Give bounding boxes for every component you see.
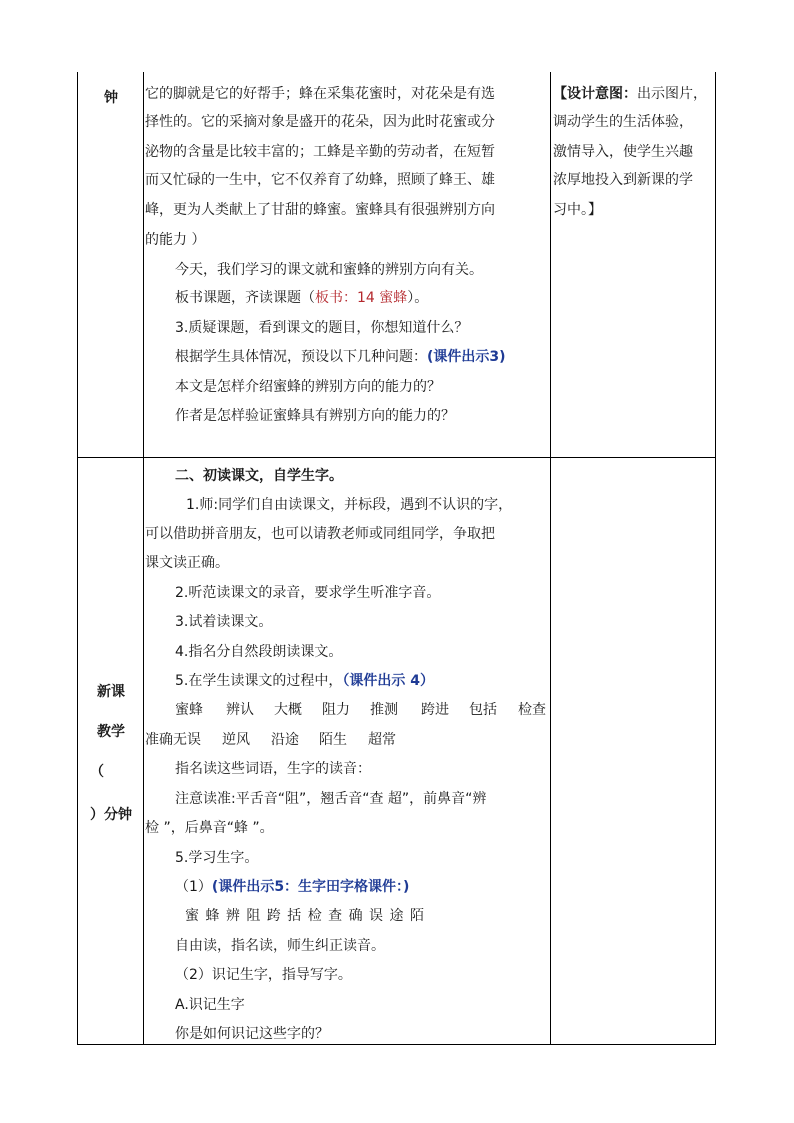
sub-step-2: （2）识记生字，指导写字。 (175, 967, 352, 983)
sub-step-1 (175, 877, 409, 897)
content-line: 它的脚就是它的好帮手；蜂在采集花蜜时，对花朵是有选 (145, 86, 495, 102)
board-title-line (175, 288, 428, 308)
step-2: 2.听范读课文的录音，要求学生听准字音。 (175, 585, 441, 601)
vocab-word: 沿途 (271, 732, 299, 748)
step-4: 4.指名分自然段朗读课文。 (175, 644, 343, 660)
vocab-word: 大概 (274, 702, 302, 718)
design-colon: ： (623, 86, 637, 102)
preset-prefix: 根据学生具体情况，预设以下几种问题： (175, 349, 427, 365)
board-title-red: 板书：14 蜜蜂 (315, 290, 408, 306)
design-text: 出示图片， (637, 86, 707, 102)
courseware-5-label: (课件出示5：生字田字格课件：) (211, 879, 410, 895)
preset-question-b: 作者是怎样验证蜜蜂具有辨别方向的能力的？ (175, 408, 455, 424)
section-heading: 二、初读课文，自学生字。 (175, 468, 343, 484)
step-1b: 可以借助拼音朋友，也可以请教老师或同组同学，争取把 (145, 526, 495, 542)
vocab-word: 阻力 (322, 702, 350, 718)
design-line: 激情导入，使学生兴趣 (553, 144, 693, 160)
design-heading: 【设计意图 (553, 86, 623, 102)
table-col-divider-1 (143, 72, 144, 1045)
step-3: 3.试着读课文。 (175, 614, 273, 630)
pronunciation-note-a: 注意读准:平舌音“阻”，翘舌音“查 超”，前鼻音“辨 (175, 791, 487, 807)
sub-step-a-label: A.识记生字 (175, 997, 245, 1013)
step-5 (175, 671, 434, 691)
step-1a: 1.师:同学们自由读课文，并标段，遇到不认识的字， (186, 497, 513, 513)
table-row-divider (77, 457, 716, 458)
table-right-border (715, 72, 716, 1045)
courseware-3-label: (课件出示3) (427, 349, 506, 365)
vocab-word: 准确无误 (145, 732, 201, 748)
vocab-word: 逆风 (222, 732, 250, 748)
question-line: 3.质疑课题，看到课文的题目，你想知道什么？ (175, 320, 469, 336)
design-line: 习中。】 (553, 202, 602, 218)
content-line: 而又忙碌的一生中，它不仅养育了幼蜂，照顾了蜂王、雄 (145, 172, 495, 188)
new-lesson-label-b: 教学 (97, 724, 125, 740)
vocab-word: 蜜蜂 (175, 702, 203, 718)
vocab-word: 陌生 (319, 732, 347, 748)
new-characters: 蜜 蜂 辨 阻 跨 括 检 查 确 误 途 陌 (185, 908, 425, 924)
design-line: 浓厚地投入到新课的学 (553, 172, 693, 188)
vocab-word: 检查 (518, 702, 546, 718)
table-left-border (77, 72, 78, 1045)
sub-step-1-prefix: （1） (175, 879, 212, 895)
courseware-4-label: （课件出示 4） (342, 673, 434, 689)
how-to-remember: 你是如何识记这些字的？ (175, 1026, 329, 1042)
vocab-word: 跨进 (421, 702, 449, 718)
free-read-line: 自由读，指名读，师生纠正读音。 (175, 938, 385, 954)
new-lesson-label-d: ）分钟 (90, 807, 132, 823)
preset-line (175, 347, 506, 367)
vocab-word: 辨认 (226, 702, 254, 718)
content-line: 峰，更为人类献上了甘甜的蜂蜜。蜜蜂具有很强辨别方向 (145, 202, 495, 218)
table-bottom-border (77, 1044, 716, 1045)
pronunciation-note-b: 检 ”，后鼻音“蜂 ”。 (145, 820, 274, 836)
content-line: 择性的。它的采摘对象是盛开的花朵，因为此时花蜜或分 (145, 114, 495, 130)
read-words-line: 指名读这些词语，生字的读音： (175, 761, 371, 777)
preset-question-a: 本文是怎样介绍蜜蜂的辨别方向的能力的？ (175, 379, 441, 395)
new-lesson-label-a: 新课 (97, 684, 125, 700)
design-line: 调动学生的生活体验， (553, 114, 693, 130)
design-line-1 (553, 84, 707, 104)
table-col-divider-2 (550, 72, 551, 1045)
content-line: 的能力 ） (145, 232, 206, 248)
vocab-word: 推测 (370, 702, 398, 718)
content-line: 今天，我们学习的课文就和蜜蜂的辨别方向有关。 (175, 262, 483, 278)
board-prefix: 板书课题，齐读课题（ (175, 290, 315, 306)
vocab-word: 超常 (368, 732, 396, 748)
new-lesson-label-c: （ (90, 764, 104, 780)
row1-time-label: 钟 (104, 90, 118, 106)
content-line: 泌物的含量是比较丰富的；工蜂是辛勤的劳动者，在短暂 (145, 144, 495, 160)
step-5-prefix: 5.在学生读课文的过程中， (175, 673, 343, 689)
step-1c: 课文读正确。 (145, 555, 229, 571)
step-5b: 5.学习生字。 (175, 850, 259, 866)
vocab-word: 包括 (469, 702, 497, 718)
board-suffix: ）。 (407, 290, 429, 306)
